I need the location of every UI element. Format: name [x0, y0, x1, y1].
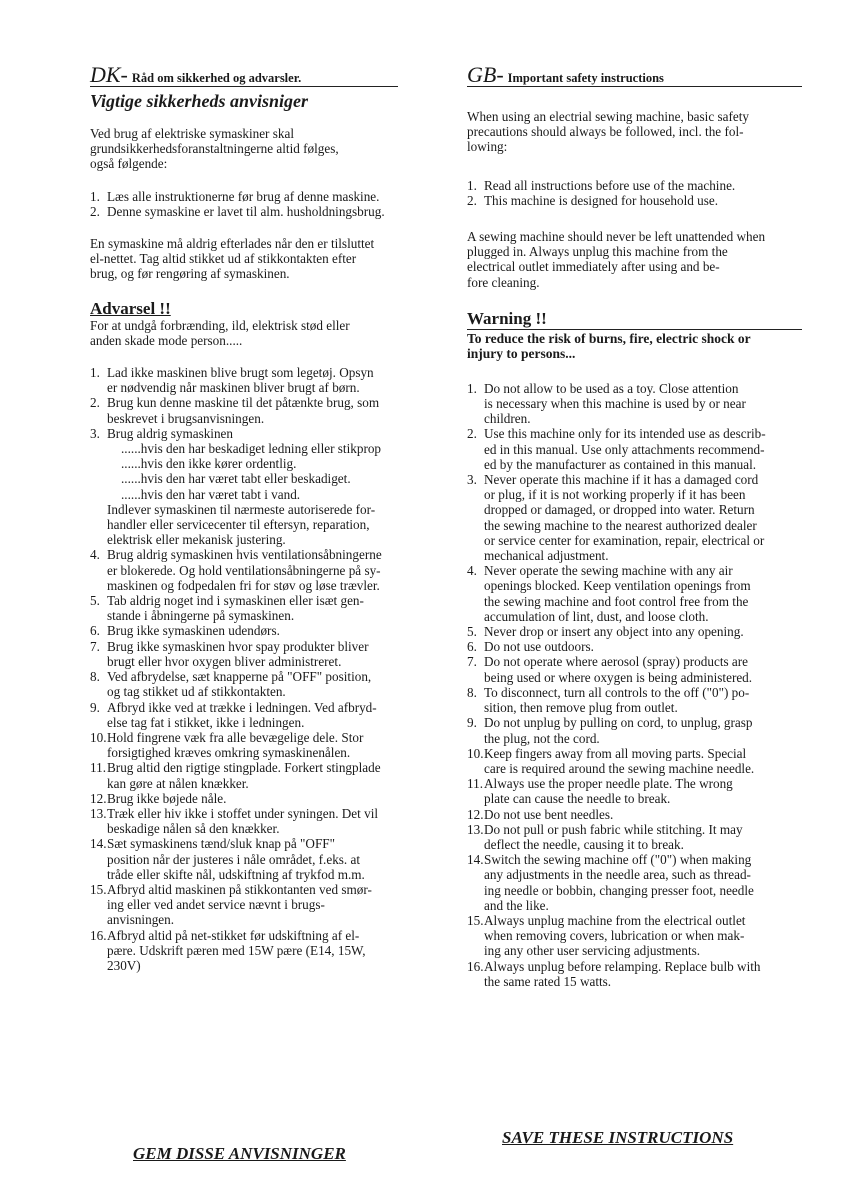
item-subline: ......hvis den har beskadiget ledning eller stikprop: [121, 441, 382, 457]
item-line: elektrisk eller mekanisk justering.: [107, 532, 286, 548]
item-subline: ......hvis den har været tabt i vand.: [121, 486, 301, 502]
item-line: er nødvendig når maskinen bliver brugt af børn.: [107, 380, 360, 396]
danish-column: [90, 62, 398, 973]
item-line: pære. Udskrift pæren med 15W pære (E14, 15W,: [107, 942, 366, 958]
list-item: [90, 395, 398, 425]
item-line: Always unplug before relamping. Replace bulb with: [484, 958, 761, 974]
item-line: mechanical adjustment.: [484, 548, 609, 564]
item-line: Sæt symaskinens tænd/sluk knap på "OFF": [107, 836, 336, 852]
item-line: care is required around the sewing machine needle.: [484, 760, 755, 776]
warning-list: [467, 381, 802, 989]
item-text: Denne symaskine er lavet til alm. husholdningsbrug.: [107, 203, 385, 219]
item-line: Afbryd ikke ved at trække i ledningen. Ved afbryd-: [107, 699, 377, 715]
item-line: when removing covers, lubrication or when mak-: [484, 928, 745, 944]
list-item: [90, 365, 398, 395]
item-line: plate can cause the needle to break.: [484, 791, 671, 807]
text-line: injury to persons...: [467, 346, 576, 362]
list-item: [90, 882, 398, 928]
text-line: grundsikkerhedsforanstaltningerne altid følges,: [90, 141, 339, 157]
danish-subtitle: Vigtige sikkerheds anvisniger: [90, 91, 309, 111]
item-line: er blokerede. Og hold ventilationsåbningerne på sy-: [107, 562, 381, 578]
item-line: ing needle or bobbin, changing presser foot, needle: [484, 882, 754, 898]
item-number: 1.: [90, 188, 100, 204]
item-number: 11.: [467, 776, 483, 792]
item-number: 7.: [467, 654, 477, 670]
item-number: 15.: [90, 881, 107, 897]
list-item: [467, 685, 802, 715]
text-line: precautions should always be followed, incl. the fol-: [467, 124, 744, 140]
item-line: position når der justeres i nåle området, f.eks. at: [107, 851, 361, 867]
list-item: [467, 959, 802, 989]
item-line: beskadige nålen så den knækker.: [107, 821, 280, 837]
list-item: [90, 623, 398, 638]
item-number: 12.: [90, 790, 107, 806]
item-line: Never operate the sewing machine with any air: [484, 563, 733, 579]
item-line: Do not allow to be used as a toy. Close attention: [484, 380, 739, 396]
item-number: 16.: [467, 958, 484, 974]
item-line: Tab aldrig noget ind i symaskinen eller isæt gen-: [107, 593, 364, 609]
item-number: 14.: [467, 852, 484, 868]
item-line: handler eller servicecenter til eftersyn, reparation,: [107, 517, 370, 533]
english-column: [467, 62, 802, 989]
item-line: Brug ikke symaskinen udendørs.: [107, 623, 280, 639]
text-line: også følgende:: [90, 156, 168, 172]
item-line: is necessary when this machine is used by or near: [484, 396, 746, 412]
list-item: [467, 178, 802, 193]
list-item: [467, 472, 802, 563]
header-title: Råd om sikkerhed og advarsler.: [131, 71, 302, 85]
english-header: [467, 62, 802, 87]
item-line: tråde eller skifte nål, udskiftning af trykfod m.m.: [107, 866, 365, 882]
item-line: Switch the sewing machine off ("0") when making: [484, 852, 752, 868]
text-line: el-nettet. Tag altid stikket ud af stikkontakten efter: [90, 251, 357, 267]
item-number: 2.: [90, 203, 100, 219]
item-line: or plug, if it is not working properly if it has been: [484, 487, 746, 503]
item-line: Always unplug machine from the electrical outlet: [484, 912, 746, 928]
list-item: [90, 760, 398, 790]
item-line: Keep fingers away from all moving parts. Special: [484, 745, 747, 761]
list-item: [90, 426, 398, 548]
list-item: [467, 746, 802, 776]
basic-instructions: [90, 189, 398, 219]
item-line: any adjustments in the needle area, such as thread-: [484, 867, 751, 883]
item-line: accumulation of lint, dust, and loose cloth.: [484, 608, 709, 624]
item-number: 10.: [90, 729, 107, 745]
item-number: 14.: [90, 836, 107, 852]
item-line: Do not use outdoors.: [484, 639, 594, 655]
item-line: Do not use bent needles.: [484, 806, 614, 822]
item-line: Brug aldrig symaskinen hvis ventilationsåbningerne: [107, 547, 382, 563]
item-number: 9.: [90, 699, 100, 715]
text-line: brug, og før rengøring af symaskinen.: [90, 266, 290, 282]
list-item: [90, 836, 398, 882]
item-number: 11.: [90, 760, 106, 776]
item-text: Læs alle instruktionerne før brug af denne maskine.: [107, 188, 380, 204]
item-number: 13.: [90, 805, 107, 821]
item-number: 1.: [467, 177, 477, 193]
list-item: [90, 189, 398, 204]
item-line: the sewing machine to the nearest authorized dealer: [484, 517, 757, 533]
item-line: Never drop or insert any object into any opening.: [484, 624, 744, 640]
item-line: 230V): [107, 957, 141, 973]
item-line: stande i åbningerne på symaskinen.: [107, 608, 295, 624]
item-number: 7.: [90, 638, 100, 654]
item-line: the sewing machine and foot control free from the: [484, 593, 749, 609]
item-subline: ......hvis den har været tabt eller beskadiget.: [121, 471, 351, 487]
item-text: Read all instructions before use of the machine.: [484, 177, 736, 193]
item-line: maskinen og fodpedalen fri for støv og løse trævler.: [107, 577, 380, 593]
item-line: dropped or damaged, or dropped into water. Return: [484, 502, 755, 518]
item-number: 8.: [90, 669, 100, 685]
item-line: Træk eller hiv ikke i stoffet under syningen. Det vil: [107, 805, 379, 821]
item-subline: ......hvis den ikke kører ordentlig.: [121, 456, 297, 472]
item-line: ing eller ved andet service nævnt i brugs-: [107, 897, 325, 913]
list-item: [467, 193, 802, 208]
item-line: being used or where oxygen is being administered.: [484, 669, 753, 685]
warning-title: Warning !!: [467, 310, 802, 330]
item-line: Lad ikke maskinen blive brugt som legetøj. Opsyn: [107, 365, 374, 381]
item-line: beskrevet i brugsanvisningen.: [107, 410, 265, 426]
warning-list: [90, 365, 398, 973]
item-number: 5.: [90, 593, 100, 609]
list-item: [467, 624, 802, 639]
list-item: [90, 928, 398, 974]
item-number: 2.: [467, 192, 477, 208]
item-line: Do not operate where aerosol (spray) products are: [484, 654, 749, 670]
text-line: lowing:: [467, 139, 508, 155]
item-line: Afbryd altid på net-stikket før udskiftning af el-: [107, 927, 360, 943]
item-number: 2.: [467, 426, 477, 442]
text-line: To reduce the risk of burns, fire, electric shock or: [467, 330, 751, 346]
save-instructions-footer: GEM DISSE ANVISNINGER: [133, 1144, 346, 1163]
item-line: Brug ikke bøjede nåle.: [107, 790, 227, 806]
item-line: else tag fat i stikket, ikke i ledningen.: [107, 714, 305, 730]
item-line: and the like.: [484, 897, 549, 913]
list-item: [467, 715, 802, 745]
list-item: [467, 822, 802, 852]
item-line: sition, then remove plug from outlet.: [484, 700, 678, 716]
text-line: Ved brug af elektriske symaskiner skal: [90, 126, 294, 141]
item-line: Brug altid den rigtige stingplade. Forkert stingplade: [107, 760, 381, 776]
item-line: Do not unplug by pulling on cord, to unplug, grasp: [484, 715, 753, 731]
unattended-paragraph: [467, 229, 802, 290]
list-item: [467, 852, 802, 913]
item-number: 13.: [467, 821, 484, 837]
item-number: 3.: [90, 425, 100, 441]
item-number: 1.: [90, 365, 100, 381]
item-text: This machine is designed for household use.: [484, 192, 719, 208]
item-number: 9.: [467, 715, 477, 731]
danish-header: [90, 62, 398, 87]
item-line: Brug aldrig symaskinen: [107, 425, 233, 441]
item-line: openings blocked. Keep ventilation openings from: [484, 578, 751, 594]
item-number: 3.: [467, 472, 477, 488]
text-line: electrical outlet immediately after using and be-: [467, 259, 720, 275]
header-title: Important safety instructions: [507, 71, 664, 85]
language-code: DK-: [90, 62, 128, 87]
text-line: plugged in. Always unplug this machine from the: [467, 244, 728, 260]
list-item: [90, 639, 398, 669]
save-instructions-footer: SAVE THESE INSTRUCTIONS: [502, 1128, 734, 1147]
item-line: Do not pull or push fabric while stitching. It may: [484, 821, 743, 837]
item-line: Use this machine only for its intended use as describ-: [484, 426, 766, 442]
item-line: Never operate this machine if it has a damaged cord: [484, 472, 759, 488]
item-line: or service center for examination, repair, electrical or: [484, 532, 765, 548]
text-line: anden skade mode person.....: [90, 332, 243, 348]
item-line: brugt eller hvor oxygen bliver administreret.: [107, 653, 342, 669]
item-line: the same rated 15 watts.: [484, 973, 612, 989]
intro-paragraph: [467, 109, 802, 155]
list-item: [467, 913, 802, 959]
item-line: Brug ikke symaskinen hvor spay produkter bliver: [107, 638, 369, 654]
item-number: 16.: [90, 927, 107, 943]
item-number: 4.: [90, 547, 100, 563]
list-item: [467, 426, 802, 472]
item-number: 6.: [90, 623, 100, 639]
item-line: kan gøre at nålen knækker.: [107, 775, 249, 791]
text-line: For at undgå forbrænding, ild, elektrisk stød eller: [90, 317, 350, 333]
item-line: deflect the needle, causing it to break.: [484, 836, 684, 852]
item-line: Brug kun denne maskine til det påtænkte brug, som: [107, 395, 380, 411]
warning-title: Advarsel !!: [90, 298, 171, 318]
list-item: [90, 547, 398, 593]
basic-instructions: [467, 178, 802, 208]
item-line: og tag stikket ud af stikkontakten.: [107, 684, 286, 700]
item-line: the plug, not the cord.: [484, 730, 600, 746]
list-item: [467, 639, 802, 654]
item-line: children.: [484, 411, 531, 427]
item-number: 8.: [467, 684, 477, 700]
item-number: 6.: [467, 639, 477, 655]
item-number: 2.: [90, 395, 100, 411]
text-line: A sewing machine should never be left unattended when: [467, 229, 766, 245]
item-number: 1.: [467, 380, 477, 396]
language-code: GB-: [467, 62, 504, 87]
item-line: ed by the manufacturer as contained in this manual.: [484, 456, 757, 472]
item-line: ed in this manual. Use only attachments recommend-: [484, 441, 765, 457]
warning-subtitle: [467, 331, 802, 362]
list-item: [90, 791, 398, 806]
item-number: 4.: [467, 563, 477, 579]
item-line: Always use the proper needle plate. The wrong: [484, 776, 733, 792]
item-line: To disconnect, turn all controls to the off ("0") po-: [484, 684, 750, 700]
item-line: Ved afbrydelse, sæt knapperne på "OFF" position,: [107, 669, 372, 685]
item-line: ing any other user servicing adjustments.: [484, 943, 701, 959]
list-item: [90, 730, 398, 760]
list-item: [467, 381, 802, 427]
unattended-paragraph: [90, 236, 398, 282]
list-item: [90, 700, 398, 730]
list-item: [90, 806, 398, 836]
item-line: forsigtighed kræves omkring symaskinenålen.: [107, 745, 351, 761]
list-item: [467, 654, 802, 684]
list-item: [467, 807, 802, 822]
item-number: 10.: [467, 745, 484, 761]
list-item: [90, 593, 398, 623]
list-item: [467, 563, 802, 624]
item-number: 5.: [467, 624, 477, 640]
item-number: 15.: [467, 912, 484, 928]
item-number: 12.: [467, 806, 484, 822]
item-line: anvisningen.: [107, 912, 175, 928]
text-line: fore cleaning.: [467, 274, 540, 290]
item-line: Afbryd altid maskinen på stikkontanten ved smør-: [107, 881, 372, 897]
item-line: Indlever symaskinen til nærmeste autoriserede for-: [107, 501, 376, 517]
list-item: [90, 204, 398, 219]
list-item: [90, 669, 398, 699]
warning-subtitle: [90, 318, 398, 348]
intro-paragraph: [90, 126, 398, 172]
text-line: En symaskine må aldrig efterlades når den er tilsluttet: [90, 236, 375, 252]
item-line: Hold fingrene væk fra alle bevægelige dele. Stor: [107, 729, 364, 745]
list-item: [467, 776, 802, 806]
text-line: When using an electrial sewing machine, basic safety: [467, 109, 749, 124]
